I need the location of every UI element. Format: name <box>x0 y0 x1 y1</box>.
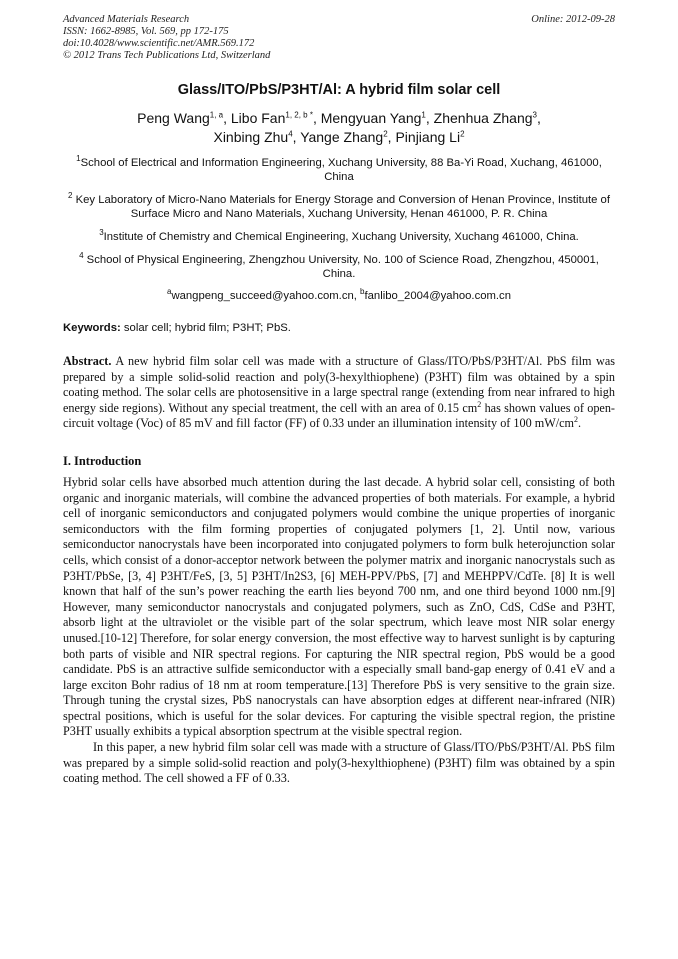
author-name: Zhenhua Zhang <box>433 110 533 126</box>
author-list: Peng Wang$^{1, a}$, Libo Fan$^{1, 2, b *}$, Mengyuan Yang$^1$, Zhenhua Zhang$^3$, Xinbing Zhu$^4$, Yange Zhang$^2$, Pinjiang Li$^2$ <box>137 110 541 145</box>
author-name: Xinbing Zhu <box>213 129 289 145</box>
author-affiliation-mark: 3 <box>532 110 537 120</box>
author-affiliation-mark: 1, 2, b * <box>285 110 313 120</box>
journal-name: Advanced Materials Research <box>63 14 190 25</box>
online-date: Online: 2012-09-28 <box>531 14 615 25</box>
affiliation-2: $^2$ Key Laboratory of Micro-Nano Materials for Energy Storage and Conversion of Henan Province, Institute of Surface Micro and Nano Materials, Xuchang University, Henan 461000, P. R. China <box>68 191 610 220</box>
affiliation-1: $^1$School of Electrical and Information Engineering, Xuchang University, 88 Ba-Yi Road, Xuchang, 461000, China <box>76 154 602 183</box>
author-name: Pinjiang Li <box>395 129 461 145</box>
author-affiliation-mark: 4 <box>288 129 293 139</box>
copyright-line: © 2012 Trans Tech Publications Ltd, Switzerland <box>63 50 271 61</box>
journal-header <box>63 14 615 62</box>
introduction-paragraph-2: In this paper, a new hybrid film solar cell was made with a structure of Glass/ITO/PbS/P3HT/Al. PbS film was prepared by a simple solid-solid reaction and poly(3-hexylthiophene) (P3HT) film was obtained by a spin coating method. The cell showed a FF of 0.33. <box>63 740 615 786</box>
paper-title: Glass/ITO/PbS/P3HT/Al: A hybrid film solar cell <box>177 82 501 98</box>
keywords-text: solar cell; hybrid film; P3HT; PbS. <box>120 322 291 334</box>
email-a: wangpeng_succeed@yahoo.com.cn <box>171 290 354 302</box>
author-name: Mengyuan Yang <box>320 110 422 126</box>
author-affiliation-mark: 2 <box>460 129 465 139</box>
affiliation-3: $^3$Institute of Chemistry and Chemical Engineering, Xuchang University, Xuchang 461000, China. <box>99 228 579 243</box>
introduction-paragraph-1: Hybrid solar cells have absorbed much attention during the last decade. A hybrid solar cell, consisting of both organic and inorganic materials, will combine the advanced properties of both materials. For example, a hybrid cell of inorganic semiconductors and conjugated polymers would combine the unique properties of inorganic semiconductors with the film forming properties of conjugated polymers [1, 2]. Until now, various semiconductor nanocrystals have been incorporated into conjugated polymers to form bulk heterojunction solar cells, which consist of a donor-acceptor network between the polymer matrix and inorganic nanocrystals such as P3HT/PbSe, [3, 4] P3HT/FeS, [3, 5] P3HT/In2S3, [6] MEH-PPV/PbS, [7] and MEHPPV/CdTe. [8] It is well known that half of the sun’s power reaching the earth lies beyond 700 nm, and one third beyond 1000 nm.[9] However, many semiconductor nanocrystals and conjugated polymers, such as ZnO, CdS, CdSe and P3HT, absorb light at the ultraviolet or the visible part of the solar spectrum, which leave most NIR solar energy unused.[10-12] Therefore, for solar energy conversion, the most effective way to harvest sunlight is by capturing both parts of visible and NIR spectral regions. For capturing the NIR spectral region, PbS would be a good candidate. PbS is an attractive sulfide semiconductor with a especially small band-gap energy of 0.41 eV and a large exciton Bohr radius of 18 nm at room temperature.[13] Therefore PbS is very sensitive to the grain size. Through tuning the crystal sizes, PbS nanocrystals can have absorption edges at different near-infrared (NIR) spectral positions, which is useful for the solar devices. For capturing the visible spectral region, the pristine P3HT usually exhibits a typical absorption spectrum at the visible spectral region. <box>63 474 615 739</box>
keywords <box>63 322 615 334</box>
doi-line: doi:10.4028/www.scientific.net/AMR.569.172 <box>63 38 255 49</box>
abstract: Abstract. A new hybrid film solar cell was made with a structure of Glass/ITO/PbS/P3HT/Al. PbS film was prepared by a simple solid-solid reaction and poly(3-hexylthiophene) (P3HT) film was obtained by a spin coating method. The solar cells are photosensitive in a large spectral range (extending from near infrared to high energy side regions). Without any special treatment, the cell with an area of 0.15 $cm^2$ has shown values of open-circuit voltage (Voc) of 85 mV and fill factor (FF) of 0.33 under an illumination intensity of 100 $mW/cm^2$. <box>63 354 615 431</box>
author-affiliation-mark: 1, a <box>209 110 224 120</box>
issn-line: ISSN: 1662-8985, Vol. 569, pp 172-175 <box>63 26 229 37</box>
author-name: Libo Fan <box>230 110 286 126</box>
email-b: fanlibo_2004@yahoo.com.cn <box>364 290 511 302</box>
section-heading-introduction: I. Introduction <box>63 453 142 468</box>
author-emails: $^a$wangpeng_succeed@yahoo.com.cn, $^b$fanlibo_2004@yahoo.com.cn <box>167 287 511 302</box>
author-affiliation-mark: 1 <box>421 110 426 120</box>
affiliation-4: $^4$ School of Physical Engineering, Zhengzhou University, No. 100 of Science Road, Zhengzhou, 450001, China. <box>79 251 599 280</box>
keywords-label: Keywords: <box>63 322 121 334</box>
author-name: Peng Wang <box>137 110 210 126</box>
author-name: Yange Zhang <box>300 129 384 145</box>
abstract-label: Abstract. <box>63 354 112 368</box>
author-affiliation-mark: 2 <box>383 129 388 139</box>
